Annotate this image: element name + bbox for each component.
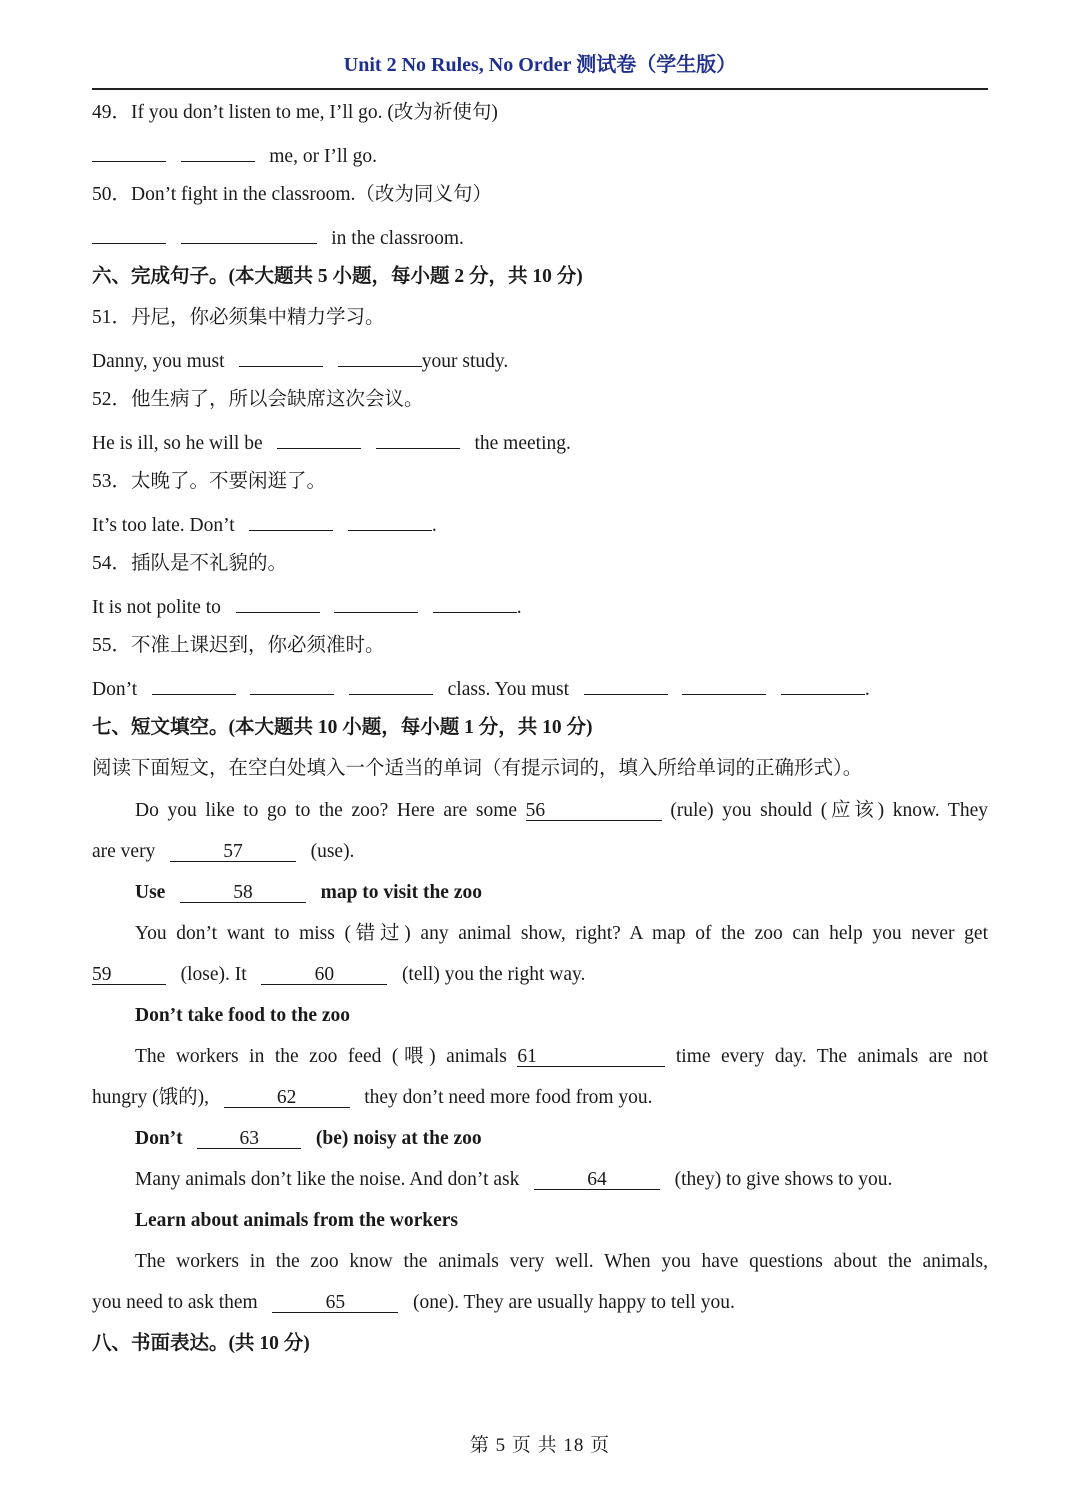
question-51-tail: your study. (421, 351, 509, 372)
question-55-lead: Don’t (92, 679, 138, 700)
passage-text: (rule) you should (应该) know. They (670, 800, 988, 821)
passage-line: The workers in the zoo know the animals very well. When you have questions about the animals, (135, 1251, 988, 1272)
passage-line (135, 1168, 988, 1192)
section-7-title: 七、短文填空。(本大题共 10 小题，每小题 1 分，共 10 分) (92, 717, 593, 738)
passage-text: (one). They are usually happy to tell you. (412, 1292, 735, 1313)
passage-text: (lose). It (180, 964, 247, 985)
answer-blank[interactable] (781, 675, 865, 695)
answer-blank[interactable] (338, 347, 422, 367)
passage-text: (they) to give shows to you. (674, 1169, 893, 1190)
question-54-chinese: 54．插队是不礼貌的。 (92, 553, 288, 574)
question-50-prompt: 50．Don’t fight in the classroom.（改为同义句） (92, 184, 492, 205)
passage-text: Many animals don’t like the noise. And don’t ask (135, 1169, 520, 1190)
question-54-answer-line (92, 593, 988, 620)
question-50-tail: in the classroom. (331, 228, 464, 249)
passage-text: (use). (310, 841, 355, 862)
blank-62[interactable]: 62 (224, 1088, 350, 1108)
answer-blank[interactable] (277, 429, 361, 449)
answer-blank[interactable] (249, 511, 333, 531)
page-footer: 第 5 页 共 18 页 (469, 1435, 611, 1456)
blank-56[interactable]: 56 (526, 801, 662, 821)
question-55-mid: class. You must (447, 679, 570, 700)
answer-blank[interactable] (250, 675, 334, 695)
question-53-answer-line (92, 511, 988, 538)
passage-line (92, 1291, 988, 1315)
question-51-chinese: 51．丹尼，你必须集中精力学习。 (92, 307, 385, 328)
section-7-instruction: 阅读下面短文，在空白处填入一个适当的单词（有提示词的，填入所给单词的正确形式）。 (92, 758, 863, 779)
passage-line (92, 840, 988, 864)
question-52-answer-line (92, 429, 988, 456)
question-55-chinese: 55．不准上课迟到，你必须准时。 (92, 635, 385, 656)
question-53-chinese: 53．太晚了。不要闲逛了。 (92, 471, 327, 492)
question-54-lead: It is not polite to (92, 597, 221, 618)
passage-heading: Don’t take food to the zoo (135, 1005, 351, 1026)
answer-blank[interactable] (92, 142, 166, 162)
blank-57[interactable]: 57 (170, 842, 296, 862)
heading-text: map to visit the zoo (320, 882, 482, 903)
blank-59[interactable]: 59 (92, 965, 166, 985)
passage-heading (135, 881, 988, 905)
passage-text: The workers in the zoo feed (喂) animals (135, 1046, 507, 1067)
section-6-title: 六、完成句子。(本大题共 5 小题，每小题 2 分，共 10 分) (92, 266, 583, 287)
answer-blank[interactable] (584, 675, 668, 695)
header-divider (92, 88, 988, 90)
passage-text: are very (92, 841, 156, 862)
passage-line (135, 799, 988, 823)
passage-text: you need to ask them (92, 1292, 258, 1313)
heading-text: (be) noisy at the zoo (315, 1128, 482, 1149)
answer-blank[interactable] (348, 511, 432, 531)
question-49-prompt: 49．If you don’t listen to me, I’ll go. (改为祈使句) (92, 102, 498, 123)
blank-60[interactable]: 60 (261, 965, 387, 985)
blank-61[interactable]: 61 (517, 1047, 665, 1067)
passage-heading: Learn about animals from the workers (135, 1210, 458, 1231)
passage-line (92, 963, 988, 987)
question-49-answer-line (92, 142, 988, 169)
passage-line (92, 1086, 988, 1110)
heading-text: Use (135, 882, 166, 903)
question-51-answer-line (92, 347, 988, 374)
question-51-lead: Danny, you must (92, 351, 225, 372)
page-header-title: Unit 2 No Rules, No Order 测试卷（学生版） (343, 54, 737, 76)
question-55-tail: . (864, 679, 870, 700)
answer-blank[interactable] (682, 675, 766, 695)
passage-text: time every day. The animals are not (675, 1046, 988, 1067)
answer-blank[interactable] (181, 142, 255, 162)
question-52-chinese: 52．他生病了，所以会缺席这次会议。 (92, 389, 424, 410)
question-52-lead: He is ill, so he will be (92, 433, 263, 454)
passage-text: (tell) you the right way. (401, 964, 586, 985)
answer-blank[interactable] (152, 675, 236, 695)
passage-line: You don’t want to miss (错过) any animal show, right? A map of the zoo can help you never get (135, 923, 988, 944)
blank-58[interactable]: 58 (180, 883, 306, 903)
answer-blank[interactable] (349, 675, 433, 695)
passage-text: they don’t need more food from you. (364, 1087, 653, 1108)
answer-blank[interactable] (433, 593, 517, 613)
answer-blank[interactable] (334, 593, 418, 613)
question-53-lead: It’s too late. Don’t (92, 515, 235, 536)
blank-64[interactable]: 64 (534, 1170, 660, 1190)
question-53-tail: . (431, 515, 437, 536)
question-55-answer-line (92, 675, 988, 702)
answer-blank[interactable] (181, 224, 317, 244)
section-8-title: 八、书面表达。(共 10 分) (92, 1333, 310, 1354)
passage-heading (135, 1127, 988, 1151)
passage-text: hungry (饿的), (92, 1087, 209, 1108)
heading-text: Don’t (135, 1128, 183, 1149)
answer-blank[interactable] (92, 224, 166, 244)
answer-blank[interactable] (376, 429, 460, 449)
question-54-tail: . (516, 597, 522, 618)
answer-blank[interactable] (239, 347, 323, 367)
passage-text: Do you like to go to the zoo? Here are some (135, 800, 518, 821)
blank-65[interactable]: 65 (272, 1293, 398, 1313)
question-49-tail: me, or I’ll go. (269, 146, 378, 167)
passage-line (135, 1045, 988, 1069)
question-52-tail: the meeting. (474, 433, 571, 454)
answer-blank[interactable] (236, 593, 320, 613)
blank-63[interactable]: 63 (197, 1129, 301, 1149)
question-50-answer-line (92, 224, 988, 251)
